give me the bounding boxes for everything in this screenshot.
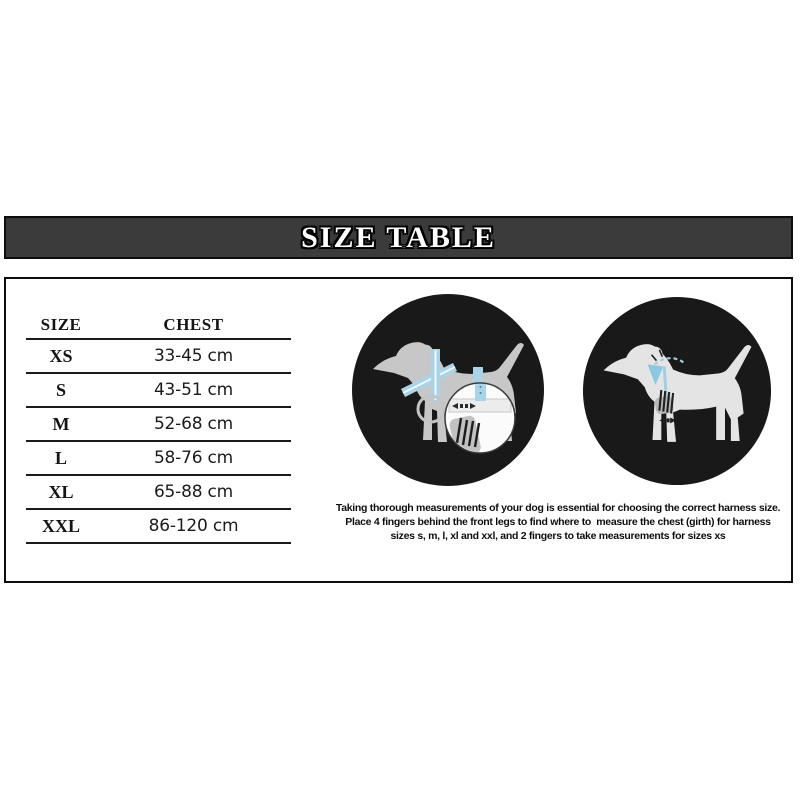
table-row [26,407,291,441]
dog-harness-illustration-icon [351,293,545,487]
chest-value: 52-68 cm [96,407,291,441]
table-row [26,373,291,407]
size-label: XL [26,475,96,509]
chest-value: 58-76 cm [96,441,291,475]
size-table-title: SIZE TABLE [301,220,496,254]
chest-value: 86-120 cm [96,509,291,543]
col-header-size: SIZE [26,312,96,339]
table-header-row [26,312,291,339]
table-row [26,441,291,475]
chest-value: 43-51 cm [96,373,291,407]
content-panel [4,277,793,583]
size-table [26,312,291,544]
size-label: XS [26,339,96,373]
caption-line: Place 4 fingers behind the front legs to find where to measure the chest (girth) for harness [345,516,771,528]
dog-measurement-illustration-icon [582,296,772,486]
size-table-header [4,216,793,259]
col-header-chest: CHEST [96,312,291,339]
measurement-instructions [308,501,800,543]
size-label: S [26,373,96,407]
chest-value: 65-88 cm [96,475,291,509]
table-row [26,509,291,543]
size-label: XXL [26,509,96,543]
table-row [26,475,291,509]
table-row [26,339,291,373]
caption-line: sizes s, m, l, xl and xxl, and 2 fingers to take measurements for sizes xs [390,530,726,542]
size-label: M [26,407,96,441]
size-label: L [26,441,96,475]
chest-value: 33-45 cm [96,339,291,373]
caption-line: Taking thorough measurements of your dog is essential for choosing the correct harness size. [335,502,781,514]
